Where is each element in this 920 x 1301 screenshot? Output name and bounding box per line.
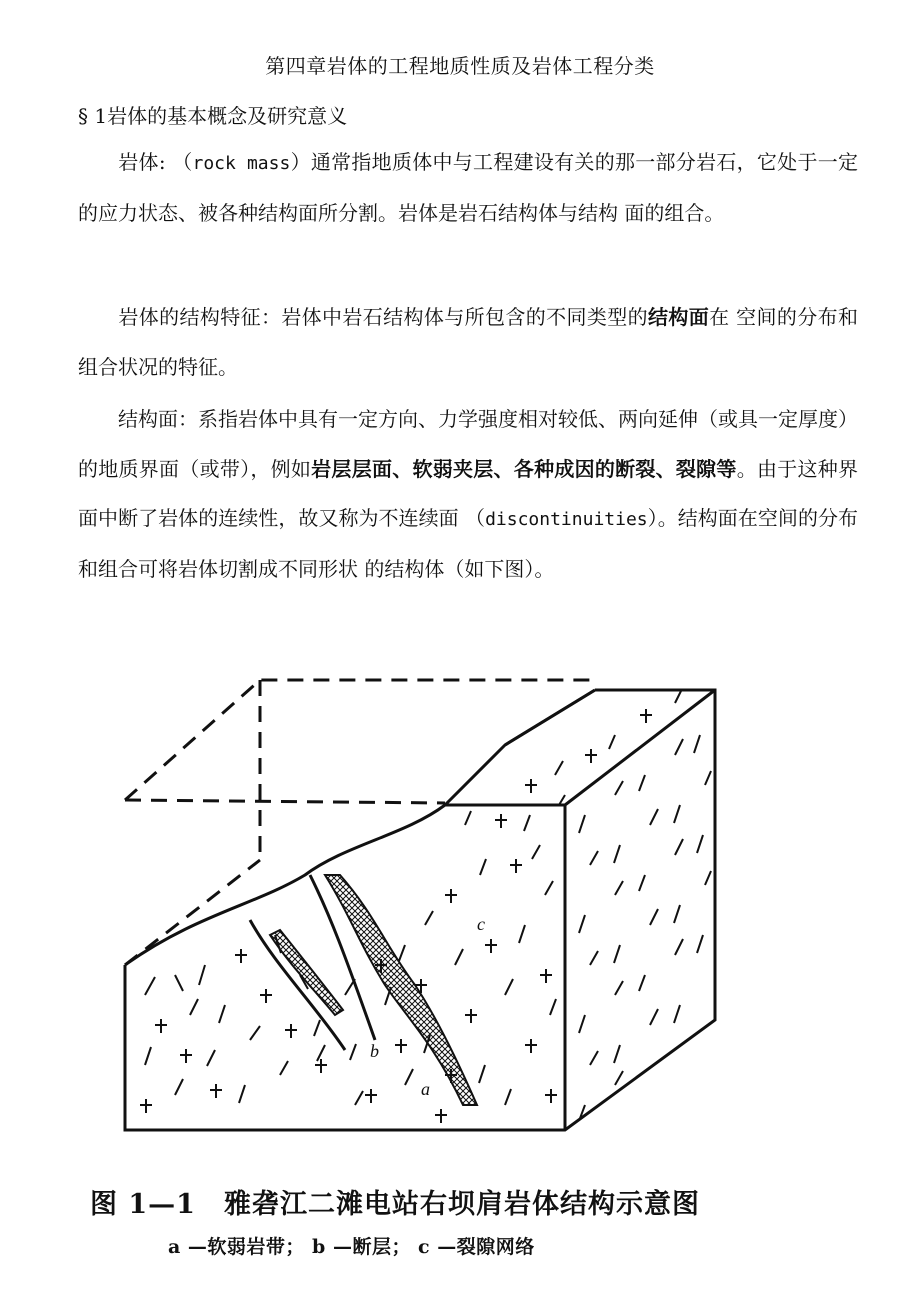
paragraph-discontinuity <box>78 395 858 594</box>
block-edges <box>125 690 715 1130</box>
p3-before: 结构面：系指岩体中具有一定方向、力学强度相对较低、两向延伸（或具一定厚度）的地质界面（或带），例如 <box>78 407 858 481</box>
p3-after: ）。结构面在空间的分布和组合可将岩体切割成不同形状 的结构体（如下图）。 <box>78 506 859 581</box>
p3-bold: 岩层层面、软弱夹层、各种成因的断裂、裂隙等 <box>311 456 737 481</box>
fault-line-b <box>250 920 345 1050</box>
p2-before: 岩体的结构特征：岩体中岩石结构体与所包含的不同类型的 <box>118 305 648 329</box>
p3-term: discontinuities <box>485 509 648 530</box>
figure-legend: a —软弱岩带； b —断层； c —裂隙网络 <box>168 1236 535 1258</box>
p2-bold: 结构面 <box>647 305 710 329</box>
fracture-network-side <box>579 735 711 1121</box>
fracture-network-top <box>525 691 697 805</box>
chapter-title: 第四章岩体的工程地质性质及岩体工程分类 <box>265 54 655 78</box>
p2-after: 在 空间的分布和组合状况的特征。 <box>78 305 859 379</box>
p1-prefix: 岩体: （ <box>118 150 193 174</box>
weak-zone-secondary <box>270 930 343 1015</box>
paragraph-structure-features <box>78 293 858 392</box>
p1-rest: ）通常指地质体中与工程建设有关的那一部分岩石，它处于一定的应力状态、被各种结构面所分割。岩体是岩石结构体与结构 面的组合。 <box>78 150 858 225</box>
paragraph-rock-mass <box>78 138 858 238</box>
rock-mass-block-diagram <box>85 665 735 1165</box>
label-a: a <box>421 1079 430 1099</box>
label-b: b <box>370 1041 379 1061</box>
label-c: c <box>477 914 485 934</box>
section-heading: § 1岩体的基本概念及研究意义 <box>78 104 348 128</box>
p3-mid: 。由于这种界面中断了岩体的连续性，故又称为不连续面 （ <box>78 456 859 530</box>
p1-term: rock mass <box>192 153 291 174</box>
figure-caption: 图 1—1 雅砻江二滩电站右坝肩岩体结构示意图 <box>90 1189 700 1220</box>
